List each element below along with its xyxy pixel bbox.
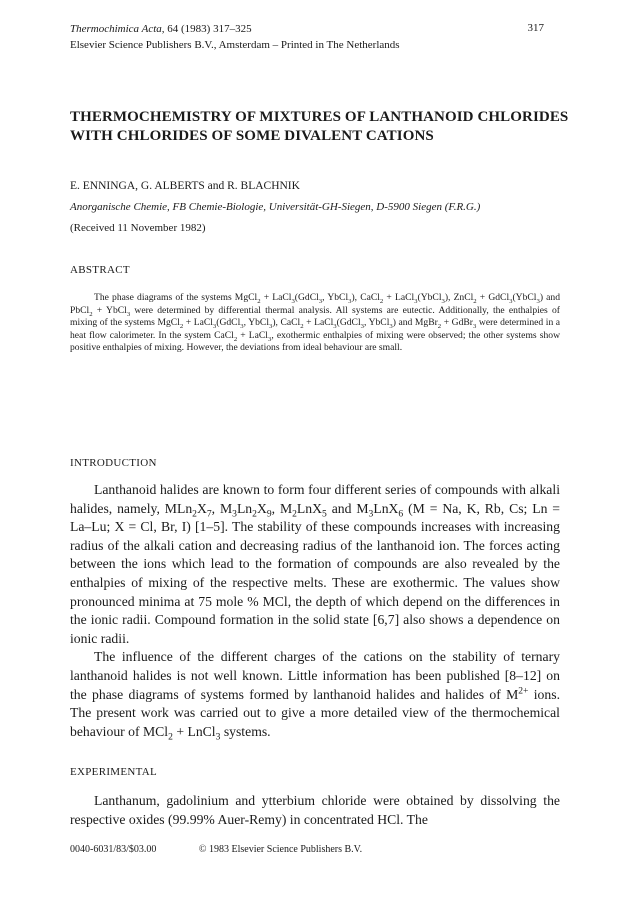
abstract-heading: ABSTRACT <box>70 264 130 276</box>
abstract-paragraph: The phase diagrams of the systems MgCl$_2$ + LaCl$_3$(GdCl$_3$, YbCl$_3$), CaCl$_2$ + LaCl$_3$(YbCl$_3$), ZnCl$_2$ + GdCl$_3$(YbCl$_3$) and PbCl$_2$ + YbCl$_3$ were determined by differential thermal analysis. All systems are eutectic. Additionally, the enthalpies of mixing of the systems MgCl$_2$ + LaCl$_3$(GdCl$_3$, YbCl$_3$), CaCl$_2$ + LaCl$_3$(GdCl$_3$, YbCl$_3$) and MgBr$_2$ + GdBr$_3$ were determined in a heat flow calorimeter. In the system CaCl$_2$ + LaCl$_3$, exothermic enthalpies of mixing were observed; the other systems show positive enthalpies of mixing. However, the deviations from ideal behaviour are small. <box>70 292 561 354</box>
authors: E. ENNINGA, G. ALBERTS and R. BLACHNIK <box>70 180 300 192</box>
publisher-line: Elsevier Science Publishers B.V., Amsterdam – Printed in The Netherlands <box>70 39 400 51</box>
article-title: THERMOCHEMISTRY OF MIXTURES OF LANTHANOID CHLORIDES WITH CHLORIDES OF SOME DIVALENT CATIONS <box>70 109 569 144</box>
introduction-body <box>70 481 560 741</box>
copyright-notice: © 1983 Elsevier Science Publishers B.V. <box>198 844 363 855</box>
volume-info: 64 (1983) 317–325 <box>167 23 252 35</box>
experimental-paragraph: Lanthanum, gadolinium and ytterbium chloride were obtained by dissolving the respective oxides (99.99% Auer-Remy) in concentrated HCl. The <box>70 793 560 827</box>
page-footer <box>70 844 362 855</box>
experimental-heading: EXPERIMENTAL <box>70 766 158 778</box>
introduction-heading: INTRODUCTION <box>70 457 157 469</box>
journal-name: Thermochimica Acta, <box>70 23 165 35</box>
journal-citation <box>70 22 252 36</box>
experimental-body <box>70 792 560 829</box>
intro-paragraph-1: Lanthanoid halides are known to form four different series of compounds with alkali halides, namely, $MLn_2X_7$, $M_3Ln_2X_9$, $M_2LnX_5$ and $M_3LnX_6$ (M = Na, K, Rb, Cs; Ln = La–Lu; X = Cl, Br, I) [1–5]. The stability of these compounds increases with increasing radius of the alkali cation and decreasing radius of the lanthanoid ion. The forces acting between the ions which lead to the formation of compounds are also revealed by the enthalpies of mixing of the respective melts. These are exothermic. The values show pronounced minima at 75 mole % MCl, the depth of which depend on the differences in the ionic radii. Compound formation in the solid state [6,7] also shows a dependence on ionic radii. <box>70 482 561 646</box>
page-number: 317 <box>527 22 544 34</box>
intro-paragraph-2: The influence of the different charges of the cations on the stability of ternary lanthanoid halides is not well known. Little information has been published [8–12] on the phase diagrams of systems formed by lanthanoid halides and halides of $M^{2+}$ ions. The present work was carried out to give a more detailed view of the thermochemical behaviour of MCl$_2$ + LnCl$_3$ systems. <box>70 649 560 743</box>
article-code: 0040-6031/83/$03.00 <box>70 844 157 855</box>
affiliation: Anorganische Chemie, FB Chemie-Biologie, Universität-GH-Siegen, D-5900 Siegen (F.R.G.) <box>70 201 481 213</box>
received-date: (Received 11 November 1982) <box>70 222 206 234</box>
abstract-body <box>70 292 560 355</box>
